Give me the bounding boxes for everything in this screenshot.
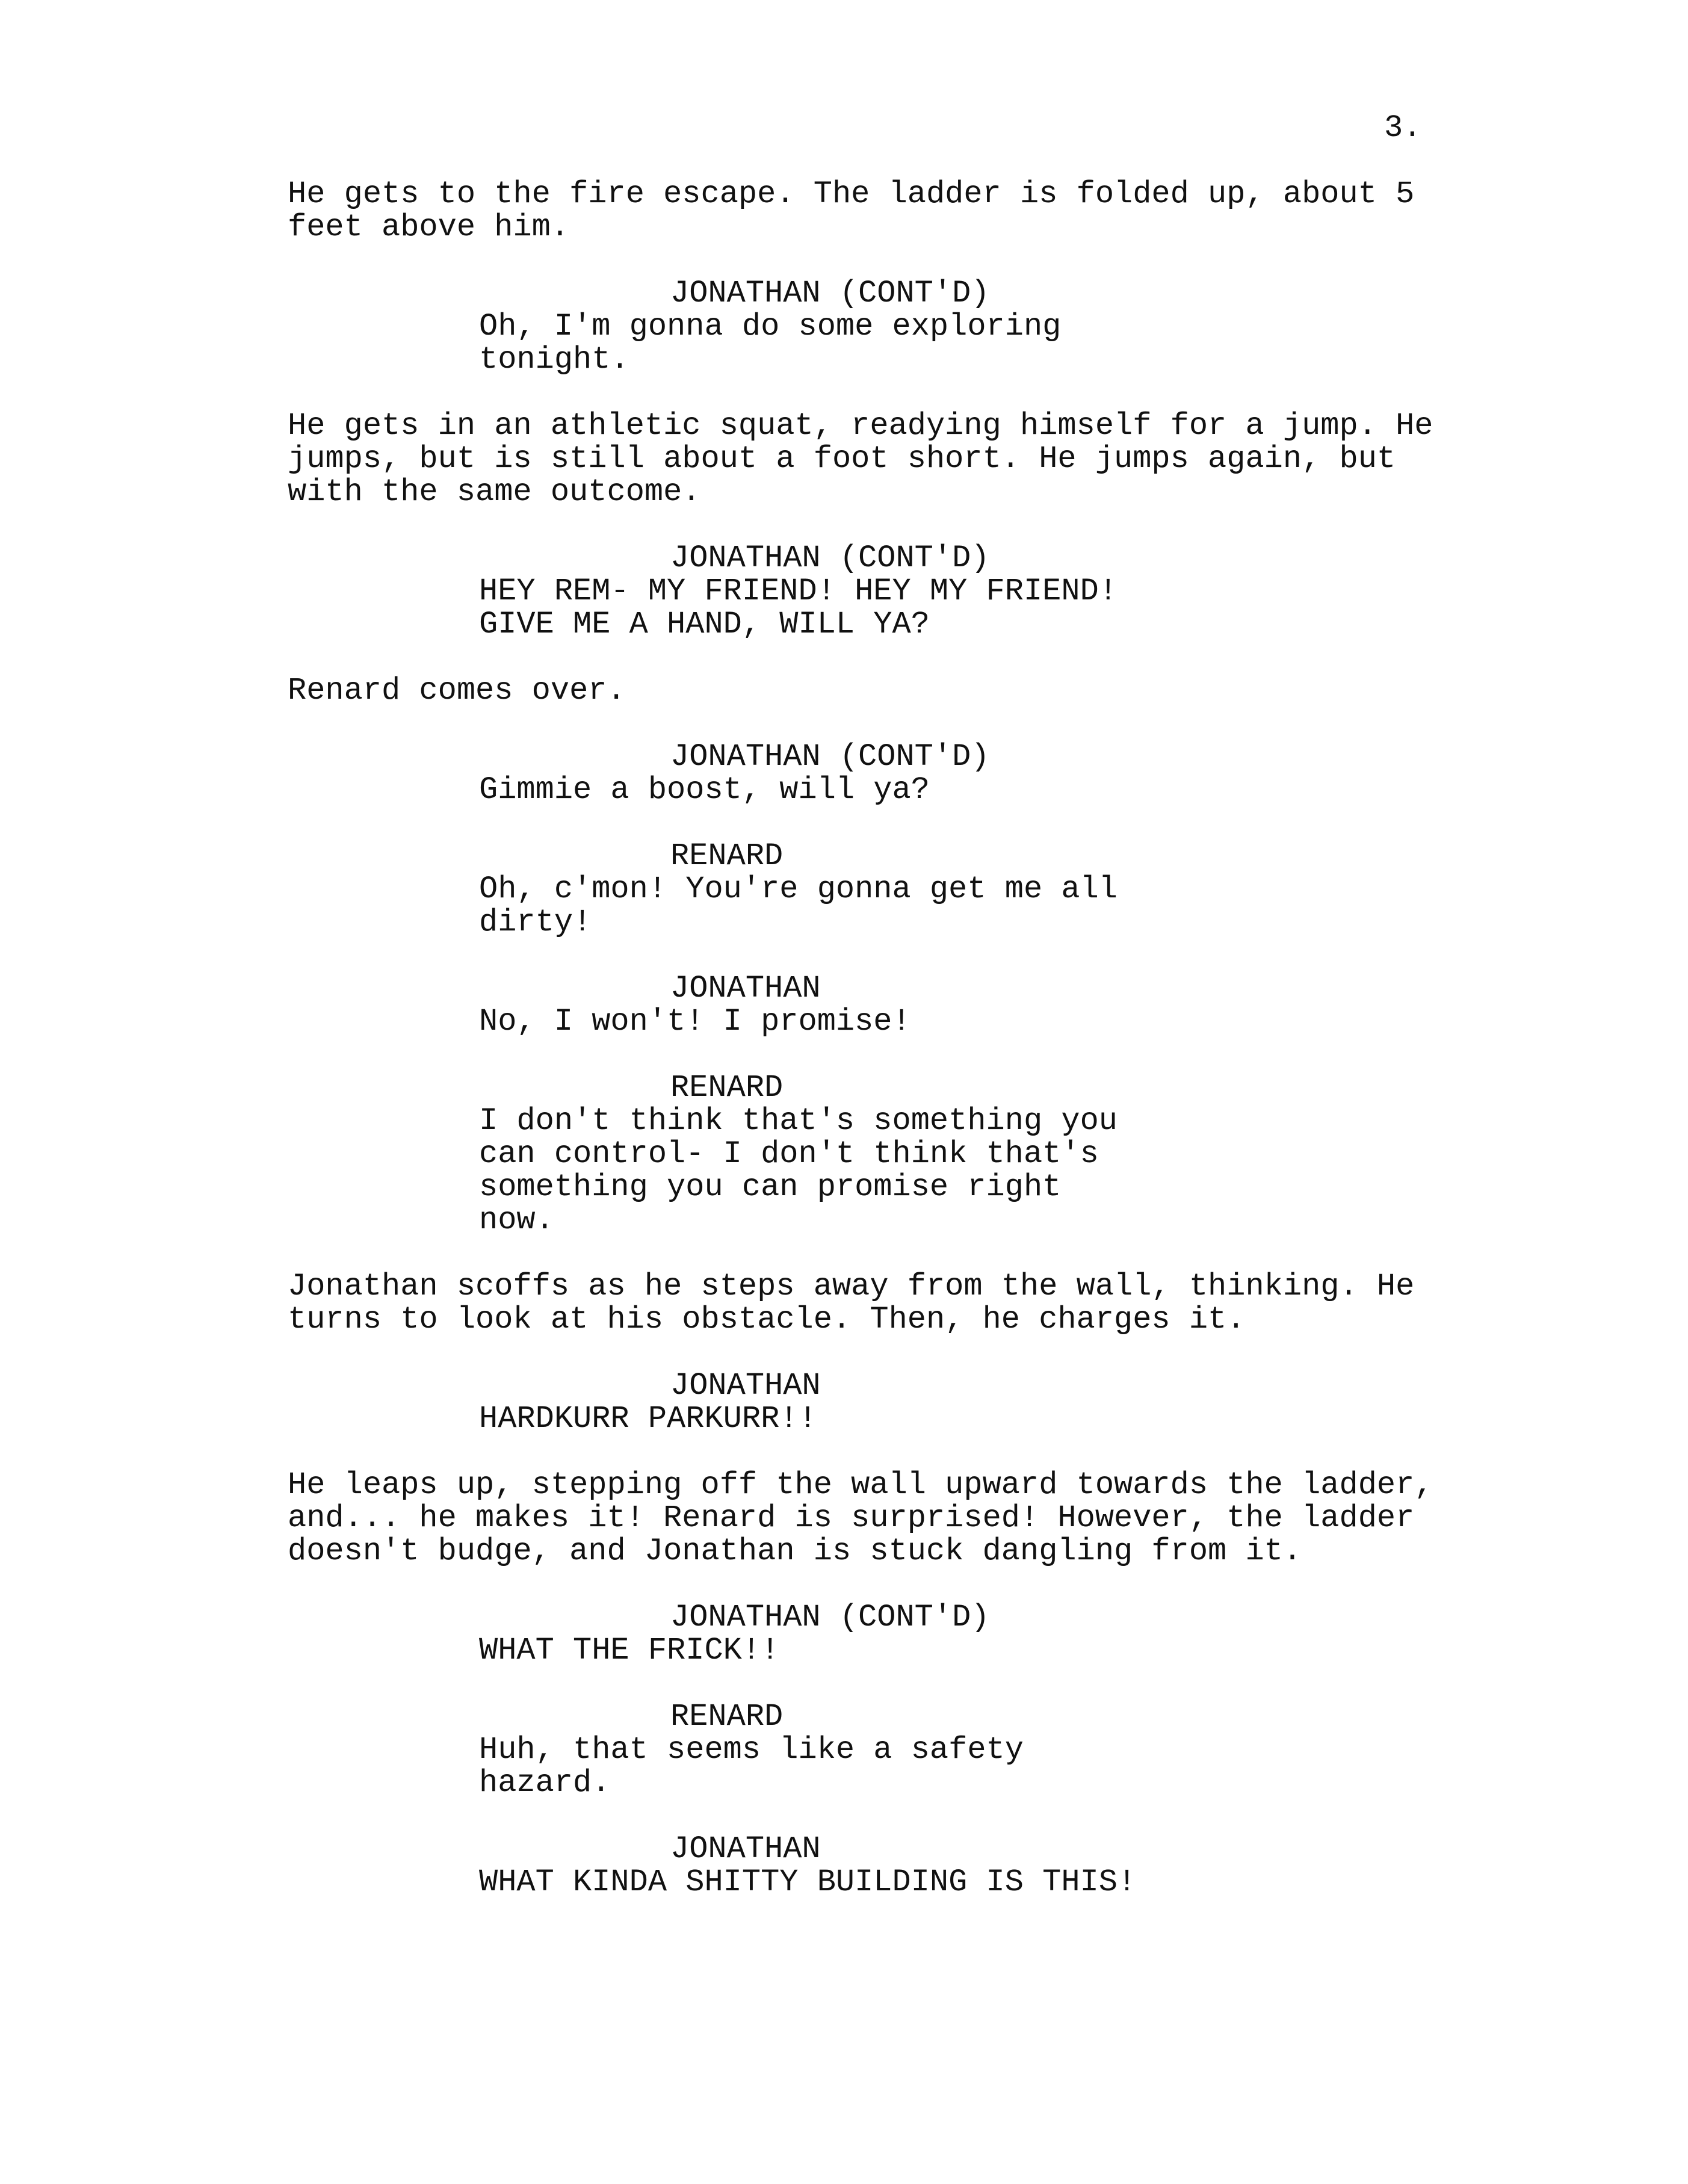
dialogue-block xyxy=(288,840,1551,939)
dialogue-text: I don't think that's something you can control- I don't think that's something you can promise right now. xyxy=(479,1103,1118,1238)
action-line: He gets to the fire escape. The ladder is folded up, about 5 feet above him. xyxy=(288,176,1415,245)
screenplay-body xyxy=(288,178,1551,1932)
character-name: RENARD xyxy=(670,1070,784,1106)
action-line: Jonathan scoffs as he steps away from the wall, thinking. He turns to look at his obstacle. Then, he charges it. xyxy=(288,1269,1415,1337)
action-line: He leaps up, stepping off the wall upward towards the ladder, and... he makes it! Renard is surprised! However, the ladder doesn't budge, and Jonathan is stuck dangling from it. xyxy=(288,1467,1433,1569)
character-name: RENARD xyxy=(670,1699,784,1734)
character-name: JONATHAN xyxy=(670,1831,821,1867)
dialogue-block xyxy=(288,542,1551,641)
dialogue-text: Gimmie a boost, will ya? xyxy=(479,772,930,808)
dialogue-block xyxy=(288,277,1551,376)
dialogue-text: HEY REM- MY FRIEND! HEY MY FRIEND! GIVE ME A HAND, WILL YA? xyxy=(479,574,1118,642)
dialogue-block xyxy=(288,972,1551,1038)
dialogue-block xyxy=(288,1071,1551,1237)
character-name: JONATHAN xyxy=(670,971,821,1006)
character-name: JONATHAN (CONT'D) xyxy=(670,739,990,775)
character-name: JONATHAN (CONT'D) xyxy=(670,1600,990,1635)
dialogue-text: Oh, c'mon! You're gonna get me all dirty! xyxy=(479,871,1118,940)
character-name: JONATHAN (CONT'D) xyxy=(670,276,990,311)
character-name: JONATHAN xyxy=(670,1368,821,1403)
dialogue-text: Huh, that seems like a safety hazard. xyxy=(479,1732,1024,1801)
dialogue-block xyxy=(288,1601,1551,1667)
dialogue-block xyxy=(288,740,1551,806)
dialogue-text: WHAT KINDA SHITTY BUILDING IS THIS! xyxy=(479,1864,1137,1900)
page-number: 3. xyxy=(1384,110,1422,146)
dialogue-block xyxy=(288,1833,1551,1899)
dialogue-text: HARDKURR PARKURR!! xyxy=(479,1401,817,1437)
dialogue-block xyxy=(288,1369,1551,1435)
action-line: He gets in an athletic squat, readying himself for a jump. He jumps, but is still about a foot short. He jumps again, but with the same outcome. xyxy=(288,408,1433,510)
dialogue-text: Oh, I'm gonna do some exploring tonight. xyxy=(479,309,1062,377)
dialogue-block xyxy=(288,1700,1551,1799)
dialogue-text: No, I won't! I promise! xyxy=(479,1004,911,1039)
character-name: RENARD xyxy=(670,838,784,874)
character-name: JONATHAN (CONT'D) xyxy=(670,540,990,576)
action-line: Renard comes over. xyxy=(288,673,626,708)
dialogue-text: WHAT THE FRICK!! xyxy=(479,1633,780,1668)
